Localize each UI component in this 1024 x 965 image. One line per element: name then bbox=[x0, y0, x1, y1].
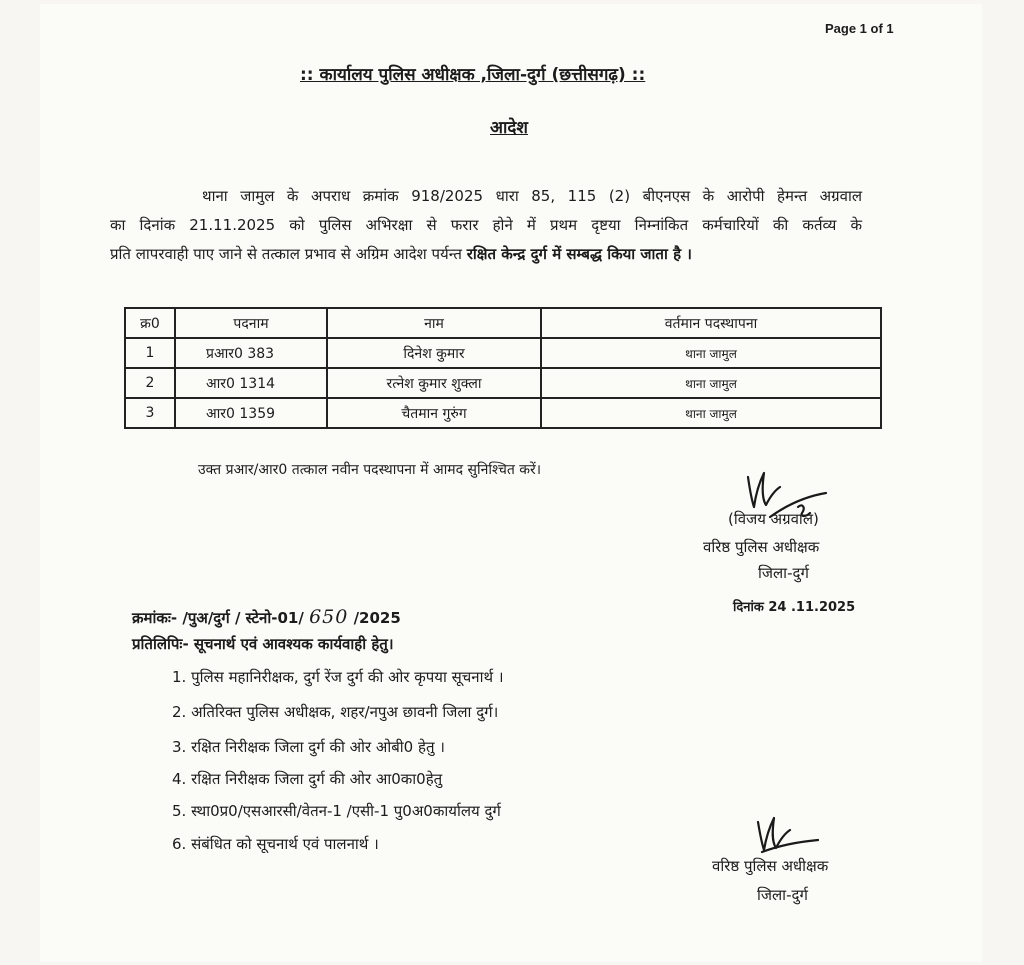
order-title: आदेश bbox=[490, 118, 528, 138]
office-heading: :: कार्यालय पुलिस अधीक्षक ,जिला-दुर्ग (छत्तीसगढ़) :: bbox=[300, 65, 646, 85]
list-item: 2. अतिरिक्त पुलिस अधीक्षक, शहर/नपुअ छावनी जिला दुर्ग। bbox=[172, 703, 499, 721]
signatory-district: जिला-दुर्ग bbox=[758, 564, 809, 582]
signatory-designation: वरिष्ठ पुलिस अधीक्षक bbox=[703, 538, 820, 556]
row-posting: थाना जामुल bbox=[541, 338, 881, 368]
reference-suffix: /2025 bbox=[353, 609, 401, 627]
page-number: Page 1 of 1 bbox=[825, 21, 894, 36]
table-header-row bbox=[125, 308, 881, 338]
body-line-1: थाना जामुल के अपराध क्रमांक 918/2025 धारा 85, 115 (2) बीएनएस के आरोपी हेमन्त अग्रवाल bbox=[202, 187, 862, 205]
body-line-2: का दिनांक 21.11.2025 को पुलिस अभिरक्षा से फरार होने में प्रथम दृष्टया निम्नांकित कर्मचारियों की कर्तव्य के bbox=[110, 216, 862, 234]
list-item: 3. रक्षित निरीक्षक जिला दुर्ग की ओर ओबी0 हेतु । bbox=[172, 738, 445, 756]
list-item: 6. संबंधित को सूचनार्थ एवं पालनार्थ । bbox=[172, 835, 379, 853]
row-posting: थाना जामुल bbox=[541, 368, 881, 398]
header-serial: क्र0 bbox=[125, 308, 175, 338]
row-post: आर0 1359 bbox=[175, 398, 327, 428]
list-item: 5. स्था0प्र0/एसआरसी/वेतन-1 /एसी-1 पु0अ0कार्यालय दुर्ग bbox=[172, 802, 501, 820]
row-post: प्रआर0 383 bbox=[175, 338, 327, 368]
body-line-3: प्रति लापरवाही पाए जाने से तत्काल प्रभाव से अग्रिम आदेश पर्यन्त रक्षित केन्द्र दुर्ग में सम्बद्ध किया जाता है । bbox=[110, 245, 692, 263]
joining-instruction: उक्त प्रआर/आर0 तत्काल नवीन पदस्थापना में आमद सुनिश्चित करें। bbox=[198, 462, 542, 478]
reference-prefix: क्रमांकः- /पुअ/दुर्ग / स्टेनो-01/ bbox=[132, 609, 304, 627]
row-name: दिनेश कुमार bbox=[327, 338, 541, 368]
reference-number bbox=[132, 606, 401, 628]
row-name: चैतमान गुरुंग bbox=[327, 398, 541, 428]
row-posting: थाना जामुल bbox=[541, 398, 881, 428]
order-body bbox=[110, 182, 862, 269]
order-date: दिनांक 24 .11.2025 bbox=[733, 600, 856, 615]
row-name: रत्नेश कुमार शुक्ला bbox=[327, 368, 541, 398]
row-serial: 2 bbox=[125, 368, 175, 398]
list-item: 1. पुलिस महानिरीक्षक, दुर्ग रेंज दुर्ग की ओर कृपया सूचनार्थ । bbox=[172, 668, 504, 686]
table-row bbox=[125, 338, 881, 368]
signatory-name: (विजय अग्रवाल) bbox=[728, 510, 819, 528]
header-post: पदनाम bbox=[175, 308, 327, 338]
footer-signature-mark bbox=[752, 812, 822, 860]
header-name: नाम bbox=[327, 308, 541, 338]
staff-table bbox=[124, 307, 882, 429]
table-row bbox=[125, 368, 881, 398]
row-post: आर0 1314 bbox=[175, 368, 327, 398]
header-posting: वर्तमान पदस्थापना bbox=[541, 308, 881, 338]
row-serial: 1 bbox=[125, 338, 175, 368]
footer-designation: वरिष्ठ पुलिस अधीक्षक bbox=[712, 857, 829, 875]
row-serial: 3 bbox=[125, 398, 175, 428]
table-row bbox=[125, 398, 881, 428]
reference-handwritten-number: 650 bbox=[309, 606, 349, 628]
list-item: 4. रक्षित निरीक्षक जिला दुर्ग की ओर आ0का0हेतु bbox=[172, 770, 443, 788]
footer-district: जिला-दुर्ग bbox=[757, 886, 808, 904]
copy-to-heading: प्रतिलिपिः- सूचनार्थ एवं आवश्यक कार्यवाही हेतु। bbox=[132, 635, 394, 653]
